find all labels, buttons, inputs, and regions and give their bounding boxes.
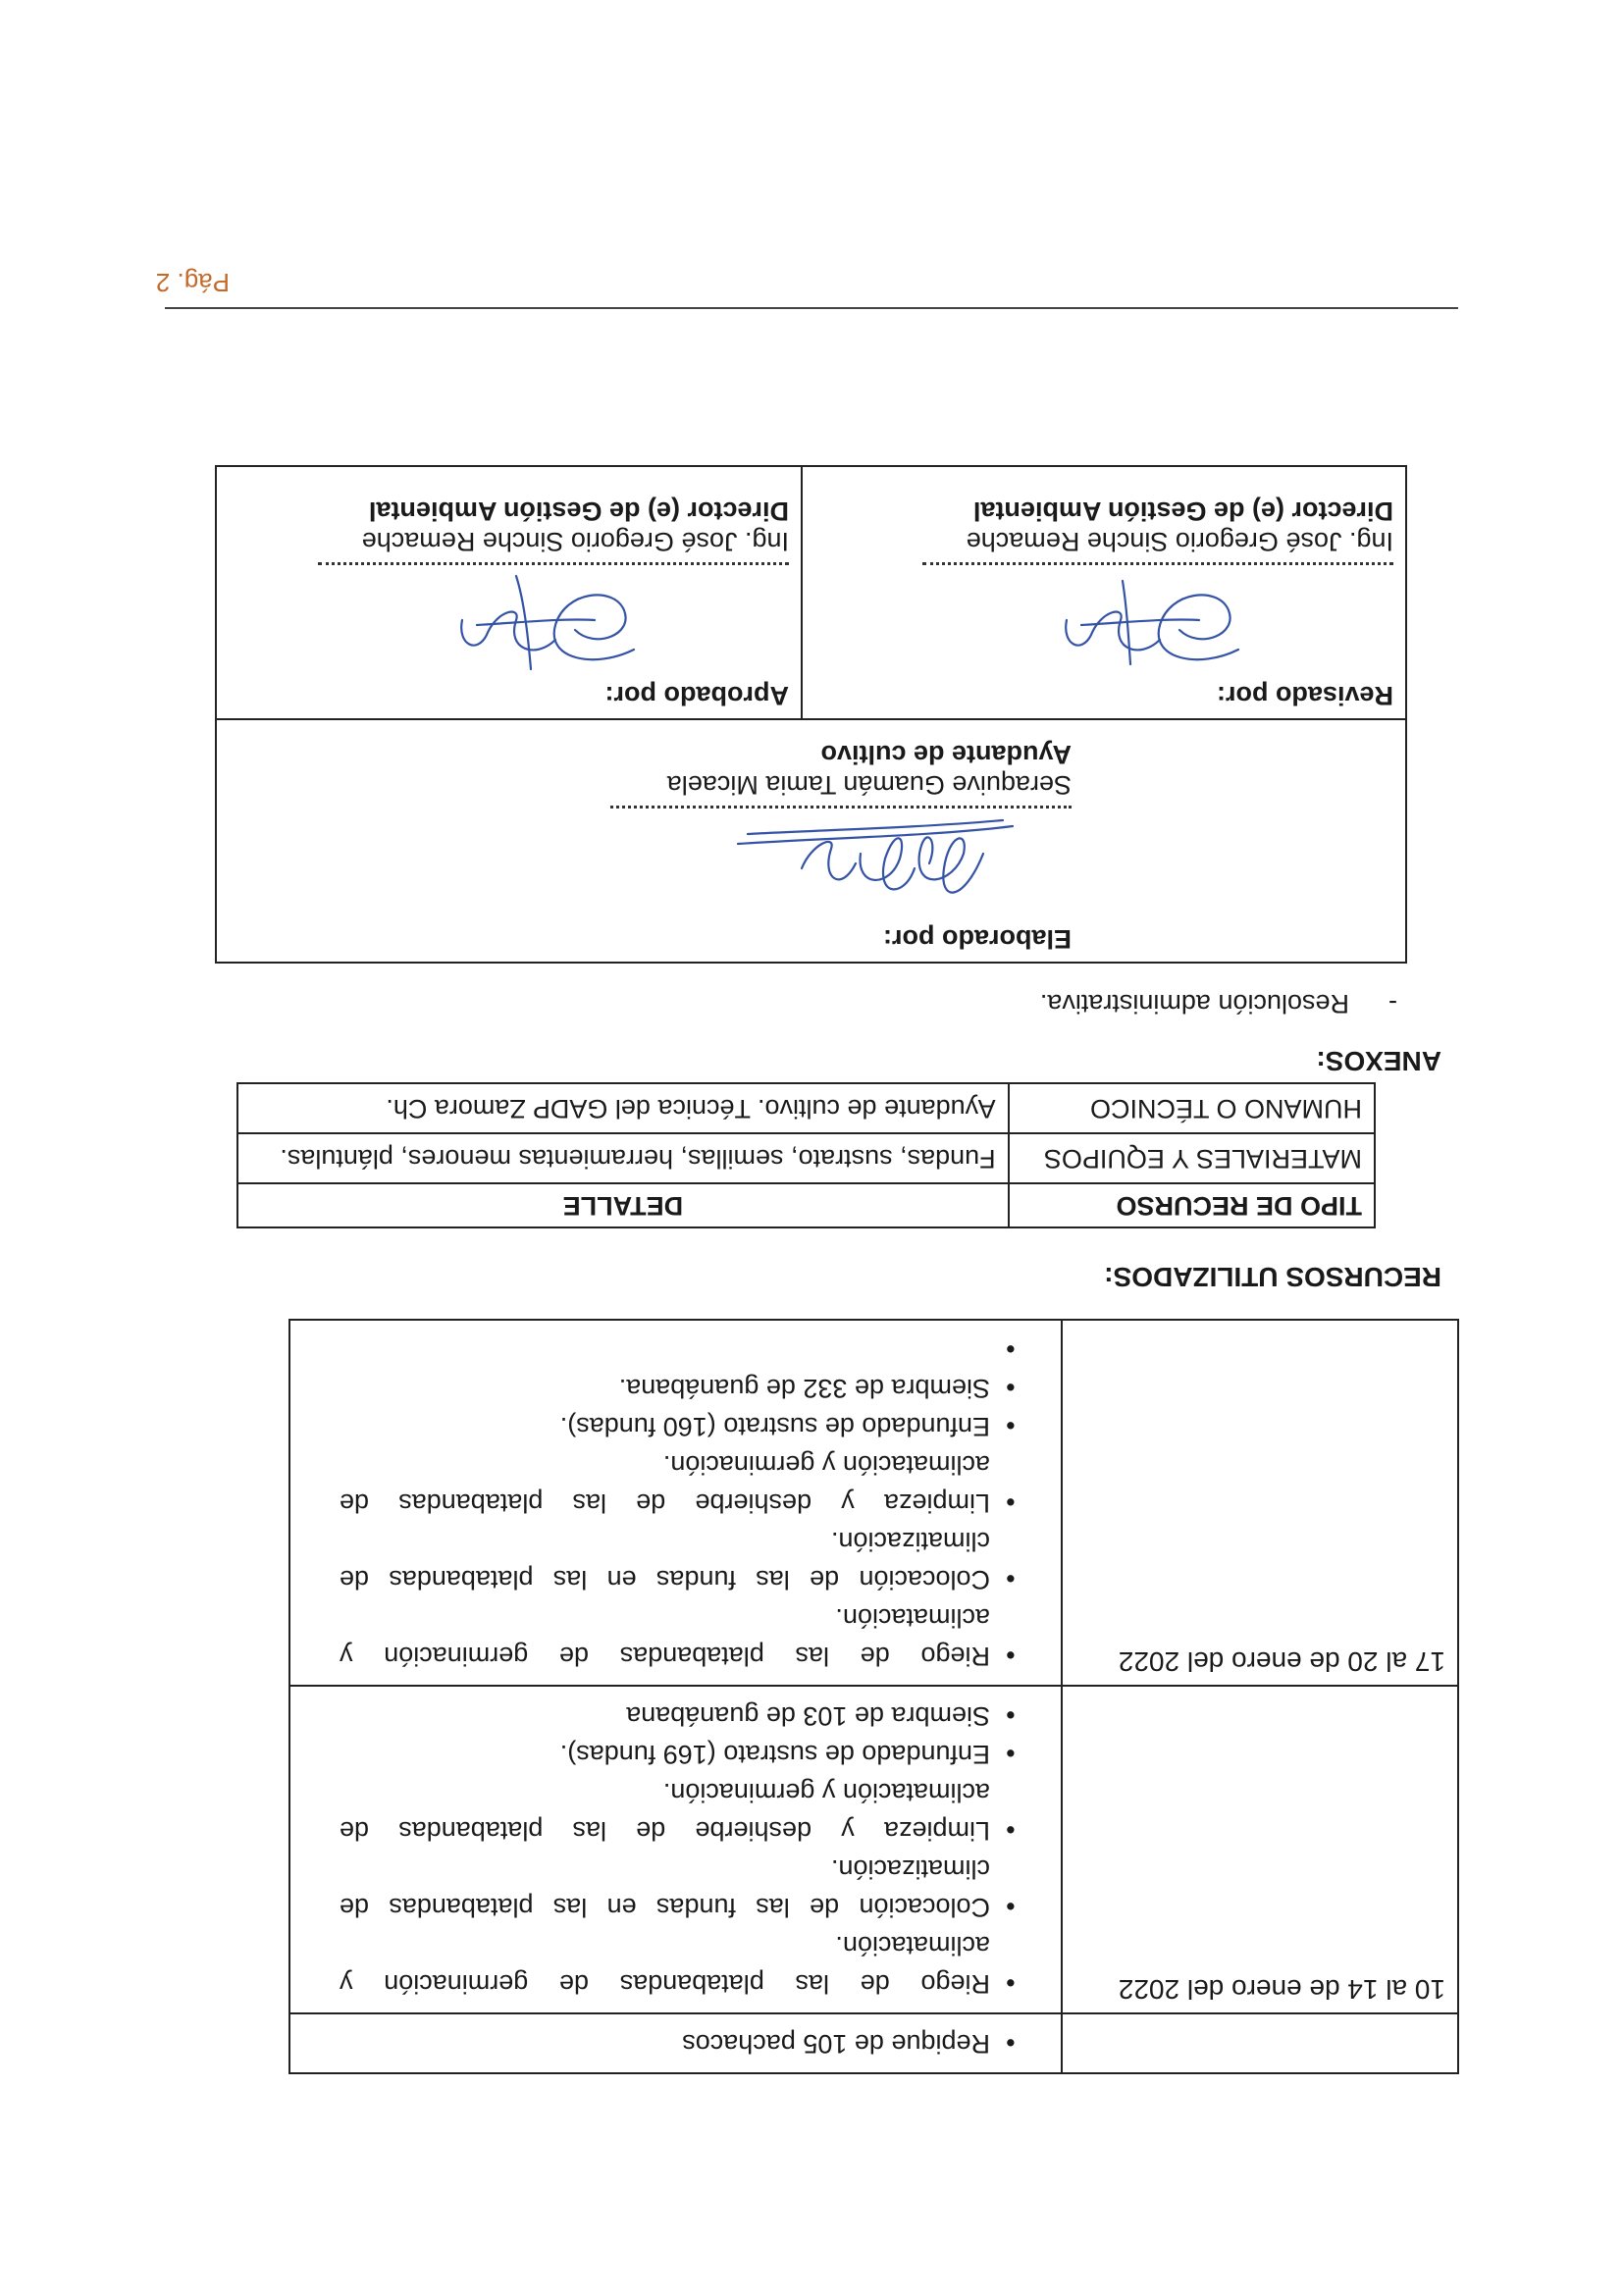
- dash-bullet: -: [1388, 989, 1397, 1018]
- list-item: ● Siembra de 103 de guanábana: [340, 1696, 990, 1735]
- signature-reviewed: [1042, 571, 1258, 679]
- activities-cell: [289, 1686, 1062, 2013]
- elaborated-name: Seraquive Guamán Tamia Micaela: [666, 770, 1072, 800]
- signature-line: [318, 562, 789, 567]
- page-number: Pág. 2: [155, 268, 230, 297]
- list-item: ● Repique de 105 pachacos: [340, 2024, 990, 2062]
- activity-list: [340, 1696, 1016, 2003]
- list-item: ● Colocación de las fundas en las platabandas de climatización.: [340, 1522, 990, 1598]
- annexes-title: ANEXOS:: [1316, 1046, 1441, 1076]
- list-item: [340, 1331, 990, 1369]
- approved-role: Director (e) de Gestión Ambiental: [368, 496, 789, 526]
- reviewed-name: Ing. José Gregorio Sinche Remache: [966, 527, 1393, 556]
- list-item: ● Siembra de 332 de guanábana.: [340, 1369, 990, 1407]
- list-item: ● Limpieza y deshierbe de las platabandas de aclimatación y germinación.: [340, 1445, 990, 1522]
- resources-title: RECURSOS UTILIZADOS:: [1104, 1262, 1441, 1292]
- table-row: [216, 719, 1406, 963]
- approved-name: Ing. José Gregorio Sinche Remache: [361, 527, 789, 556]
- signature-line: [922, 562, 1393, 567]
- list-item: ● Enfundado de sustrato (169 fundas).: [340, 1735, 990, 1773]
- approved-label: Aprobado por:: [604, 681, 789, 710]
- elaborated-role: Ayudante de cultivo: [820, 740, 1072, 769]
- resource-detail-cell: Fundas, sustrato, semillas, herramientas menores, plántulas.: [237, 1133, 1009, 1183]
- reviewed-label: Revisado por:: [1216, 681, 1393, 710]
- table-row: [289, 1320, 1458, 1686]
- footer-divider: [165, 307, 1458, 309]
- resources-table: [236, 1082, 1376, 1228]
- column-header: TIPO DE RECURSO: [1009, 1183, 1375, 1227]
- table-header-row: [237, 1183, 1375, 1227]
- table-row: [289, 2013, 1458, 2073]
- list-item: ● Colocación de las fundas en las platabandas de climatización.: [340, 1850, 990, 1926]
- resource-type-cell: HUMANO O TÉCNICO: [1009, 1083, 1375, 1133]
- date-cell: [1062, 2013, 1458, 2073]
- list-item: ● Riego de las platabandas de germinación y aclimatación.: [340, 1926, 990, 2003]
- elaborated-label: Elaborado por:: [882, 924, 1072, 954]
- annex-text: Resolución administrativa.: [1039, 989, 1349, 1018]
- activity-list: [340, 2024, 1016, 2062]
- reviewed-cell: [802, 466, 1406, 719]
- elaborated-cell: [216, 719, 1406, 963]
- list-item: ● Limpieza y deshierbe de las platabandas de aclimatación y germinación.: [340, 1773, 990, 1850]
- list-item: ● Enfundado de sustrato (160 fundas).: [340, 1407, 990, 1445]
- signatures-table: [215, 465, 1407, 964]
- date-cell: 17 al 20 de enero del 2022: [1062, 1320, 1458, 1686]
- table-row: [289, 1686, 1458, 2013]
- activities-cell: [289, 2013, 1062, 2073]
- activity-list: [340, 1331, 1016, 1675]
- resource-type-cell: MATERIALES Y EQUIPOS: [1009, 1133, 1375, 1183]
- approved-cell: [216, 466, 802, 719]
- table-row: [216, 466, 1406, 719]
- date-cell: 10 al 14 de enero del 2022: [1062, 1686, 1458, 2013]
- reviewed-role: Director (e) de Gestión Ambiental: [972, 496, 1393, 526]
- activities-cell: [289, 1320, 1062, 1686]
- activities-table: [288, 1319, 1459, 2074]
- annex-item: [1040, 988, 1397, 1018]
- signature-approved: [438, 571, 654, 679]
- list-item: ● Riego de las platabandas de germinación y aclimatación.: [340, 1598, 990, 1675]
- resource-detail-cell: Ayudante de cultivo. Técnica del GADP Zamora Ch.: [237, 1083, 1009, 1133]
- signature-elaborated: [728, 814, 1022, 922]
- signature-line: [610, 806, 1072, 810]
- column-header: DETALLE: [237, 1183, 1009, 1227]
- table-row: [237, 1133, 1375, 1183]
- table-row: [237, 1083, 1375, 1133]
